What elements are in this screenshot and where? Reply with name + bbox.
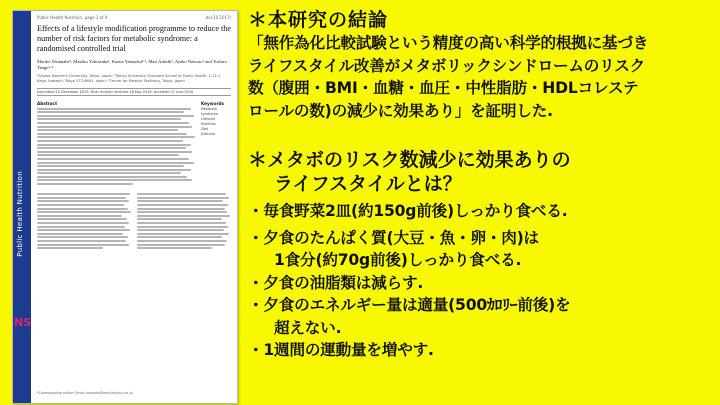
keyword: Exercise: [201, 132, 216, 136]
keyword: Metabolic syndrome: [201, 107, 218, 116]
paper-authors: Mariko Watanabe¹, Masako Yokotsuka¹, Kazue Yamaoka²·³, Mari Adachi¹, Ayako Nemoto¹ and Toshiro Tango³·⁴: [37, 59, 227, 70]
lifestyle-list: [248, 200, 716, 362]
conclusion-heading: ＊本研究の結論: [248, 9, 389, 31]
paper-abstract-area: [37, 100, 231, 187]
list-item-continued: 超えない.: [274, 318, 342, 337]
lifestyle-section: [248, 148, 716, 362]
paper-header-right: doi:10.1017/: [205, 15, 231, 20]
paper-abstract: [37, 100, 197, 187]
lifestyle-heading-line2: ライフスタイルとは？: [274, 173, 462, 195]
paper-body: [37, 15, 231, 399]
paper-header-left: Public Health Nutrition, page 1 of 9: [37, 15, 108, 20]
paper-title: Effects of a lifestyle modification programme to reduce the number of risk factors for metabolic syndrome: a randomised controlled trial: [37, 24, 232, 53]
list-item: ・毎食野菜2皿(約150g前後)しっかり食べる.: [248, 202, 568, 220]
conclusion-line: ライフスタイル改善がメタボリックシンドロームのリスク: [248, 56, 646, 75]
conclusion-line: 数（腹囲・BMI・血糖・血圧・中性脂肪・HDLコレステ: [248, 79, 639, 97]
journal-side-strip: [13, 11, 31, 403]
list-item-continued: 1食分(約70g前後)しっかり食べる.: [274, 251, 522, 269]
list-item: ・夕食の油脂類は減らす.: [248, 273, 424, 292]
paper-keywords: [201, 100, 231, 187]
lifestyle-heading: ＊メタボのリスク数減少に効果ありの: [248, 149, 571, 171]
keywords-label: Keywords: [201, 101, 225, 106]
abstract-label: Abstract: [37, 101, 58, 106]
keyword: Nutrition: [201, 122, 216, 126]
conclusion-line: 「無作為化比較試験という精度の高い科学的根拠に基づき: [248, 34, 649, 52]
keyword: Lifestyle: [201, 117, 216, 121]
paper-body-columns: [37, 192, 231, 251]
list-item: ・1週間の運動量を増やす.: [248, 341, 434, 359]
journal-logo: NS: [14, 316, 32, 329]
list-item: ・夕食のたんぱく質(大豆・魚・卵・肉)は: [248, 228, 539, 247]
paper-column-left: [37, 192, 132, 251]
paper-received: Submitted 15 December 2015: Final revision received 18 May 2016: Accepted 22 June 2016: [37, 88, 231, 96]
conclusion-line: ロールの数)の減少に効果あり」を証明した.: [248, 101, 553, 120]
paper-header: [37, 15, 231, 20]
keyword: Diet: [201, 127, 208, 131]
paper-affiliations: ¹Showa Women's University, Tokyo, Japan: ²Teikyo University Graduate School of Public Health, 2-11-1 Kaga, Itabashi, Tokyo 173-8605, Japan: ³Center for Medical Statistics, Tokyo, Japan: [37, 74, 221, 83]
paper-footer: *Corresponding author: Email yamaoka@med.teikyo-u.ac.jp: [37, 391, 133, 395]
paper-thumbnail: [12, 10, 238, 404]
slide-text: [248, 8, 716, 362]
list-item: ・夕食のエネルギー量は適量(500ｶﾛﾘｰ前後)を: [248, 296, 571, 314]
journal-name: Public Health Nutrition: [16, 171, 24, 257]
paper-column-right: [137, 192, 232, 251]
